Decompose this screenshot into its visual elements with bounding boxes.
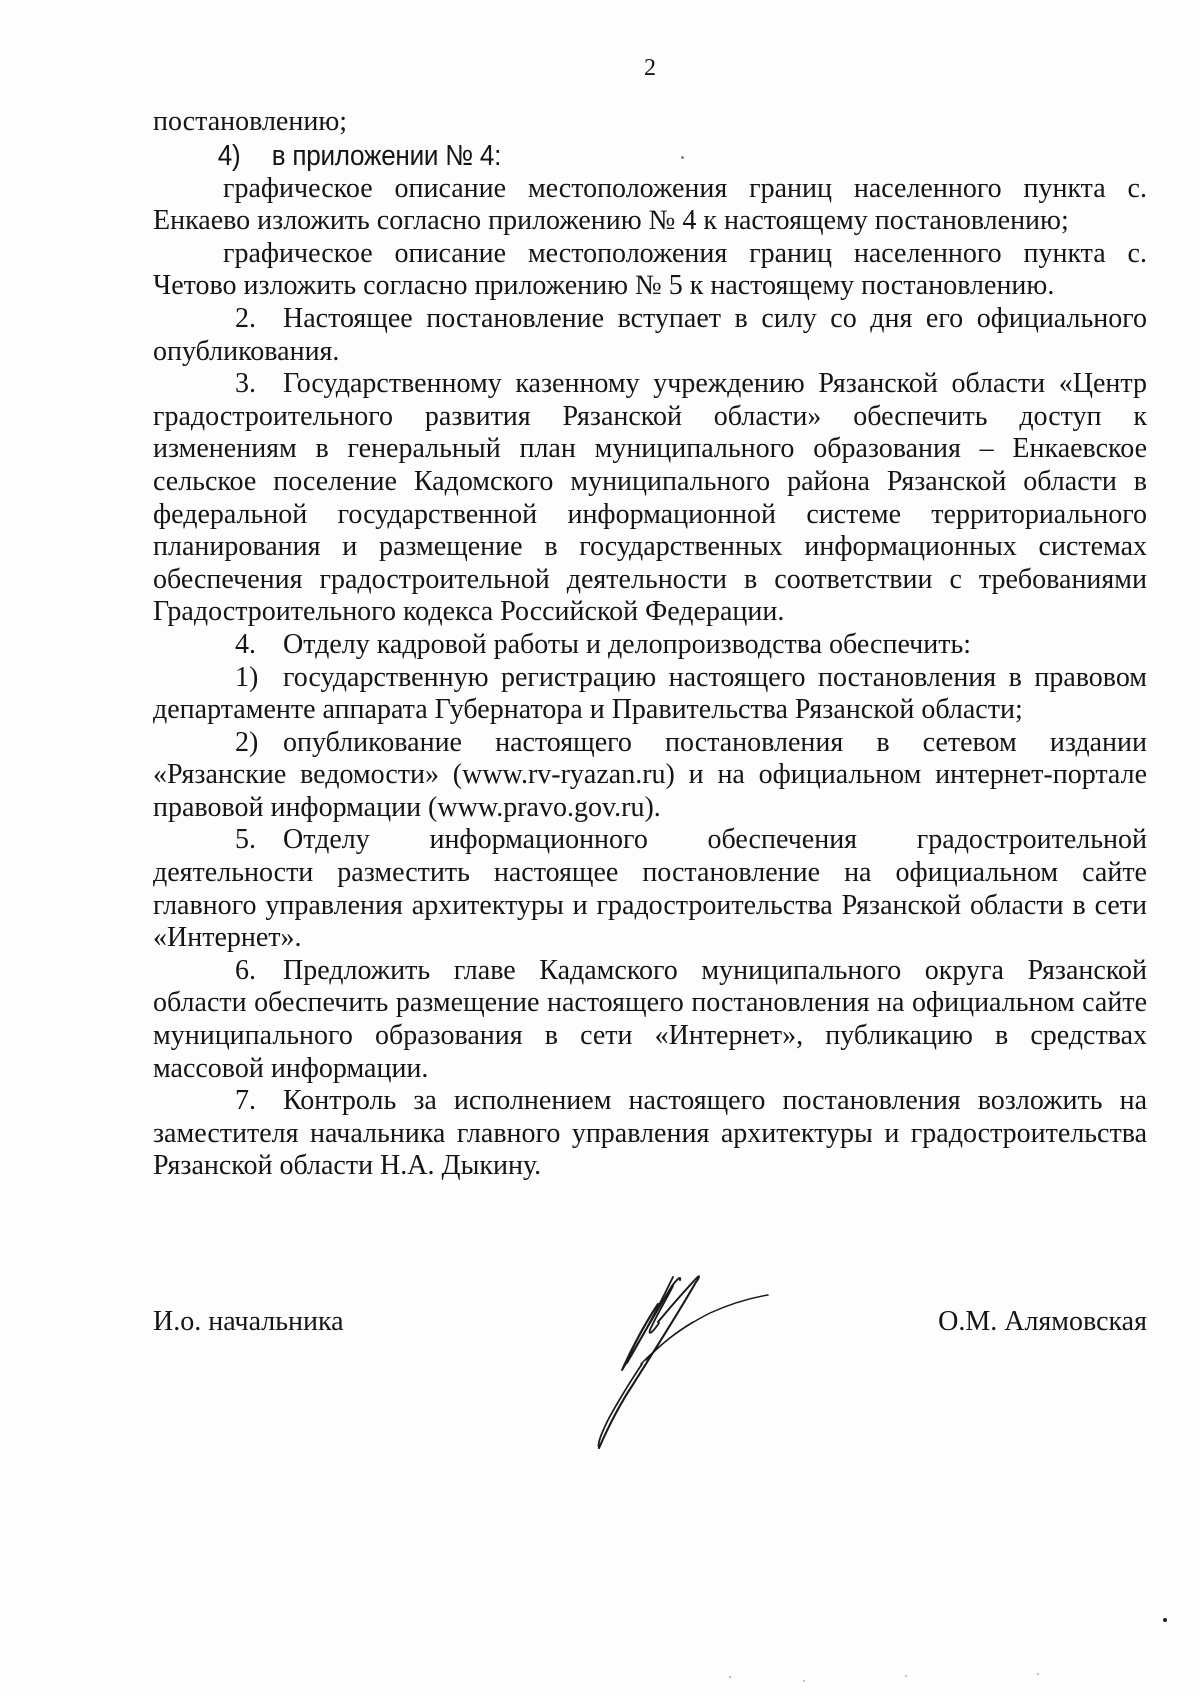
scan-speck — [1163, 1618, 1167, 1622]
paragraph-continuation — [153, 106, 1147, 139]
item-number: 5. — [235, 824, 256, 856]
handwritten-signature — [560, 1250, 780, 1450]
item-number: 3. — [235, 368, 256, 400]
item-number: 6. — [235, 954, 256, 986]
scan-speck — [729, 1676, 731, 1678]
paragraph-text: опубликование настоящего постановления в сетевом издании «Рязанские ведомости» (www.rv-ryazan.ru) и на официальном интернет-портале правовой информации (www.pravo.gov.ru). — [153, 726, 1147, 823]
paragraph-text: Отделу кадровой работы и делопроизводства обеспечить: — [283, 628, 972, 660]
numbered-paragraph — [153, 955, 1147, 1085]
item-number: 2. — [235, 302, 256, 334]
numbered-paragraph — [153, 824, 1147, 954]
page-number: 2 — [644, 55, 656, 81]
scan-speck — [681, 156, 684, 159]
paragraph-text: Контроль за исполнением настоящего постановления возложить на заместителя начальника главного управления архитектуры и градостроительства Рязанской области Н.А. Дыкину. — [153, 1085, 1147, 1182]
numbered-paragraph — [153, 1085, 1147, 1183]
numbered-paragraph — [153, 303, 1147, 368]
item-number: 7. — [235, 1085, 256, 1117]
paragraph — [153, 173, 1147, 238]
subitem-heading — [153, 139, 1048, 173]
numbered-subparagraph — [153, 727, 1147, 825]
numbered-subparagraph — [153, 662, 1147, 727]
item-number: 4) — [217, 139, 241, 172]
signatory-title: И.о. начальника — [153, 1306, 344, 1337]
numbered-paragraph — [153, 629, 1147, 662]
paragraph-text: графическое описание местоположения границ населенного пункта с. Четово изложить согласно приложению № 5 к настоящему постановлению. — [153, 237, 1147, 302]
scan-speck — [905, 1675, 907, 1677]
numbered-paragraph — [153, 368, 1147, 629]
item-number: 1) — [235, 661, 259, 693]
paragraph-text: Государственному казенному учреждению Рязанской области «Центр градостроительного развития Рязанской области» обеспечить доступ к изменениям в генеральный план муниципального образования – Енкаевское сельское поселение Кадомского муниципального района Рязанской области в федеральной государственной информационной системе территориального планирования и размещение в государственных информационных системах обеспечения градостроительной деятельности в соответствии с требованиями Градостроительного кодекса Российской Федерации. — [153, 368, 1147, 628]
scan-speck — [803, 1680, 805, 1682]
item-number: 4. — [235, 628, 256, 660]
paragraph-text: государственную регистрацию настоящего постановления в правовом департаменте аппарата Губернатора и Правительства Рязанской области; — [153, 661, 1147, 726]
paragraph — [153, 238, 1147, 303]
paragraph-text: Предложить главе Кадамского муниципального округа Рязанской области обеспечить размещение настоящего постановления на официальном сайте муниципального образования в сети «Интернет», публикацию в средствах массовой информации. — [153, 954, 1147, 1084]
paragraph-text: Отделу информационного обеспечения градостроительной деятельности разместить настоящее постановление на официальном сайте главного управления архитектуры и градостроительства Рязанской области в сети «Интернет». — [153, 824, 1147, 954]
signatory-name: О.М. Алямовская — [938, 1306, 1147, 1337]
scan-speck — [1037, 1673, 1039, 1675]
item-number: 2) — [235, 726, 259, 758]
document-body — [153, 106, 1147, 1183]
paragraph-text: постановлению; — [153, 106, 348, 137]
paragraph-text: в приложении № 4: — [271, 139, 502, 172]
paragraph-text: Настоящее постановление вступает в силу со дня его официального опубликования. — [153, 302, 1147, 367]
paragraph-text: графическое описание местоположения границ населенного пункта с. Енкаево изложить согласно приложению № 4 к настоящему постановлению; — [153, 172, 1147, 237]
